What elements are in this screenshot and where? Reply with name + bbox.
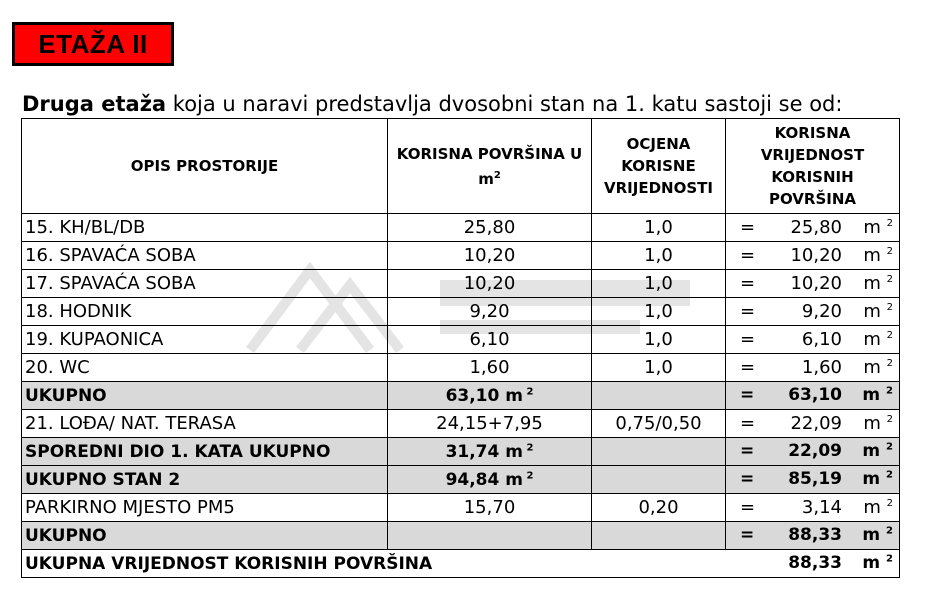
row-area-value: 9,20 — [469, 301, 510, 322]
row-value — [726, 466, 900, 494]
row-value — [726, 438, 900, 466]
intro-rest: koja u naravi predstavlja dvosobni stan na 1. katu sastoji se od: — [166, 92, 843, 116]
row-unit-m: m — [862, 385, 887, 405]
row-area — [388, 354, 592, 382]
row-value — [726, 214, 900, 242]
row-unit-m: m — [863, 245, 887, 266]
header-povrsina-sup: 2 — [493, 169, 501, 181]
table-row — [22, 214, 900, 242]
row-equals: = — [740, 385, 755, 405]
row-value — [726, 326, 900, 354]
row-area — [388, 214, 592, 242]
row-name: 21. LOĐA/ NAT. TERASA — [22, 410, 388, 438]
row-coef: 1,0 — [592, 242, 726, 270]
row-value — [726, 410, 900, 438]
row-area-value: 25,80 — [463, 217, 516, 238]
row-value-number: 9,20 — [801, 301, 842, 322]
row-value-number: 85,19 — [788, 469, 842, 489]
row-area-sup: 2 — [522, 385, 534, 397]
row-unit-m: m — [862, 525, 887, 545]
row-area-value: 10,20 — [463, 273, 516, 294]
row-value — [726, 550, 900, 578]
row-name: 19. KUPAONICA — [22, 326, 388, 354]
table-row — [22, 466, 900, 494]
row-name: SPOREDNI DIO 1. KATA UKUPNO — [22, 438, 388, 466]
row-value — [726, 382, 900, 410]
table-row — [22, 298, 900, 326]
table-row — [22, 354, 900, 382]
row-unit-m: m — [863, 497, 887, 518]
row-equals: = — [740, 301, 756, 322]
header-povrsina-label: KORISNA POVRŠINA U m — [396, 144, 583, 188]
row-unit-m: m — [862, 469, 887, 489]
table-row — [22, 550, 900, 578]
table-row — [22, 410, 900, 438]
row-equals: = — [740, 497, 756, 518]
intro-text — [22, 91, 922, 117]
row-value — [726, 298, 900, 326]
row-unit — [863, 245, 893, 266]
row-unit-sup: 2 — [886, 385, 893, 397]
row-unit — [863, 497, 893, 518]
row-unit — [863, 217, 893, 238]
row-value — [726, 494, 900, 522]
row-unit — [862, 525, 893, 545]
row-equals: = — [740, 469, 755, 489]
row-coef — [592, 466, 726, 494]
row-area — [388, 270, 592, 298]
row-area — [388, 326, 592, 354]
row-unit-m: m — [863, 357, 887, 378]
header-ocjena: OCJENA KORISNE VRIJEDNOSTI — [592, 119, 726, 214]
row-name: UKUPNO — [22, 382, 388, 410]
row-area-value: 1,60 — [469, 357, 510, 378]
row-unit-m: m — [863, 217, 887, 238]
row-unit — [862, 441, 893, 461]
row-area-value: 6,10 — [469, 329, 510, 350]
row-area — [388, 242, 592, 270]
row-unit-sup: 2 — [886, 441, 893, 453]
table-row — [22, 494, 900, 522]
row-value — [726, 522, 900, 550]
intro-bold: Druga etaža — [22, 92, 167, 116]
table-row — [22, 522, 900, 550]
table-row — [22, 242, 900, 270]
row-value-number: 10,20 — [790, 245, 842, 266]
row-value-number: 3,14 — [801, 497, 842, 518]
row-area — [388, 298, 592, 326]
row-unit — [863, 413, 893, 434]
row-coef: 1,0 — [592, 326, 726, 354]
row-equals: = — [740, 441, 755, 461]
row-value-number: 25,80 — [790, 217, 842, 238]
row-value-number: 22,09 — [790, 413, 842, 434]
row-name: UKUPNA VRIJEDNOST KORISNIH POVRŠINA — [22, 550, 726, 578]
row-area — [388, 466, 592, 494]
row-unit — [863, 301, 893, 322]
row-unit-m: m — [863, 413, 887, 434]
row-unit — [862, 553, 893, 573]
row-area — [388, 438, 592, 466]
row-name: 17. SPAVAĆA SOBA — [22, 270, 388, 298]
row-unit-sup: 2 — [886, 498, 893, 509]
row-equals: = — [740, 329, 756, 350]
row-value — [726, 354, 900, 382]
row-coef — [592, 438, 726, 466]
row-area-sup: 2 — [522, 441, 534, 453]
row-name: UKUPNO STAN 2 — [22, 466, 388, 494]
row-unit-m: m — [863, 301, 887, 322]
row-unit-m: m — [863, 329, 887, 350]
row-unit-sup: 2 — [886, 218, 893, 229]
row-unit — [862, 469, 893, 489]
row-equals: = — [740, 245, 756, 266]
row-coef — [592, 522, 726, 550]
row-name: 16. SPAVAĆA SOBA — [22, 242, 388, 270]
row-unit-sup: 2 — [886, 525, 893, 537]
row-coef: 0,75/0,50 — [592, 410, 726, 438]
table-row — [22, 438, 900, 466]
row-value-number: 88,33 — [788, 525, 842, 545]
row-coef: 1,0 — [592, 214, 726, 242]
table-header-row — [22, 119, 900, 214]
row-area-value: 94,84 m — [445, 469, 523, 490]
row-equals: = — [740, 357, 756, 378]
row-value — [726, 270, 900, 298]
row-unit-sup: 2 — [886, 246, 893, 257]
row-area-value: 63,10 m — [445, 385, 523, 406]
row-area-sup: 2 — [522, 469, 534, 481]
row-unit-m: m — [863, 273, 887, 294]
row-unit-sup: 2 — [886, 302, 893, 313]
row-unit-sup: 2 — [886, 358, 893, 369]
row-equals: = — [740, 273, 756, 294]
floor-badge-label: ETAŽA II — [38, 28, 148, 59]
row-area — [388, 410, 592, 438]
row-value — [726, 242, 900, 270]
row-area-value: 24,15+7,95 — [436, 413, 543, 434]
row-unit — [863, 273, 893, 294]
row-area-value: 15,70 — [463, 497, 516, 518]
row-unit-sup: 2 — [886, 330, 893, 341]
row-coef: 1,0 — [592, 298, 726, 326]
table-row — [22, 382, 900, 410]
row-name: PARKIRNO MJESTO PM5 — [22, 494, 388, 522]
row-value-number: 1,60 — [801, 357, 842, 378]
floor-badge — [12, 22, 174, 66]
row-unit-m: m — [862, 441, 887, 461]
row-unit-sup: 2 — [886, 274, 893, 285]
row-value-number: 63,10 — [788, 385, 842, 405]
row-coef: 0,20 — [592, 494, 726, 522]
row-unit-sup: 2 — [886, 553, 893, 565]
row-equals: = — [740, 413, 756, 434]
row-unit-sup: 2 — [886, 414, 893, 425]
area-table — [21, 118, 900, 578]
row-unit-sup: 2 — [886, 469, 893, 481]
row-equals: = — [740, 217, 756, 238]
header-opis: OPIS PROSTORIJE — [22, 119, 388, 214]
row-coef — [592, 382, 726, 410]
row-value-number: 6,10 — [801, 329, 842, 350]
table-row — [22, 270, 900, 298]
row-coef: 1,0 — [592, 270, 726, 298]
row-equals: = — [740, 525, 755, 545]
table-row — [22, 326, 900, 354]
row-unit — [862, 385, 893, 405]
row-value-number: 10,20 — [790, 273, 842, 294]
row-area — [388, 522, 592, 550]
row-area-value: 31,74 m — [445, 441, 523, 462]
row-value-number: 22,09 — [788, 441, 842, 461]
row-area — [388, 382, 592, 410]
row-area — [388, 494, 592, 522]
row-unit — [863, 329, 893, 350]
row-name: 18. HODNIK — [22, 298, 388, 326]
row-unit — [863, 357, 893, 378]
row-coef: 1,0 — [592, 354, 726, 382]
row-value-number: 88,33 — [788, 553, 842, 573]
row-name: UKUPNO — [22, 522, 388, 550]
row-name: 20. WC — [22, 354, 388, 382]
row-name: 15. KH/BL/DB — [22, 214, 388, 242]
header-vrijednost: KORISNA VRIJEDNOST KORISNIH POVRŠINA — [726, 119, 900, 214]
header-povrsina — [388, 119, 592, 214]
row-area-value: 10,20 — [463, 245, 516, 266]
row-unit-m: m — [862, 553, 887, 573]
